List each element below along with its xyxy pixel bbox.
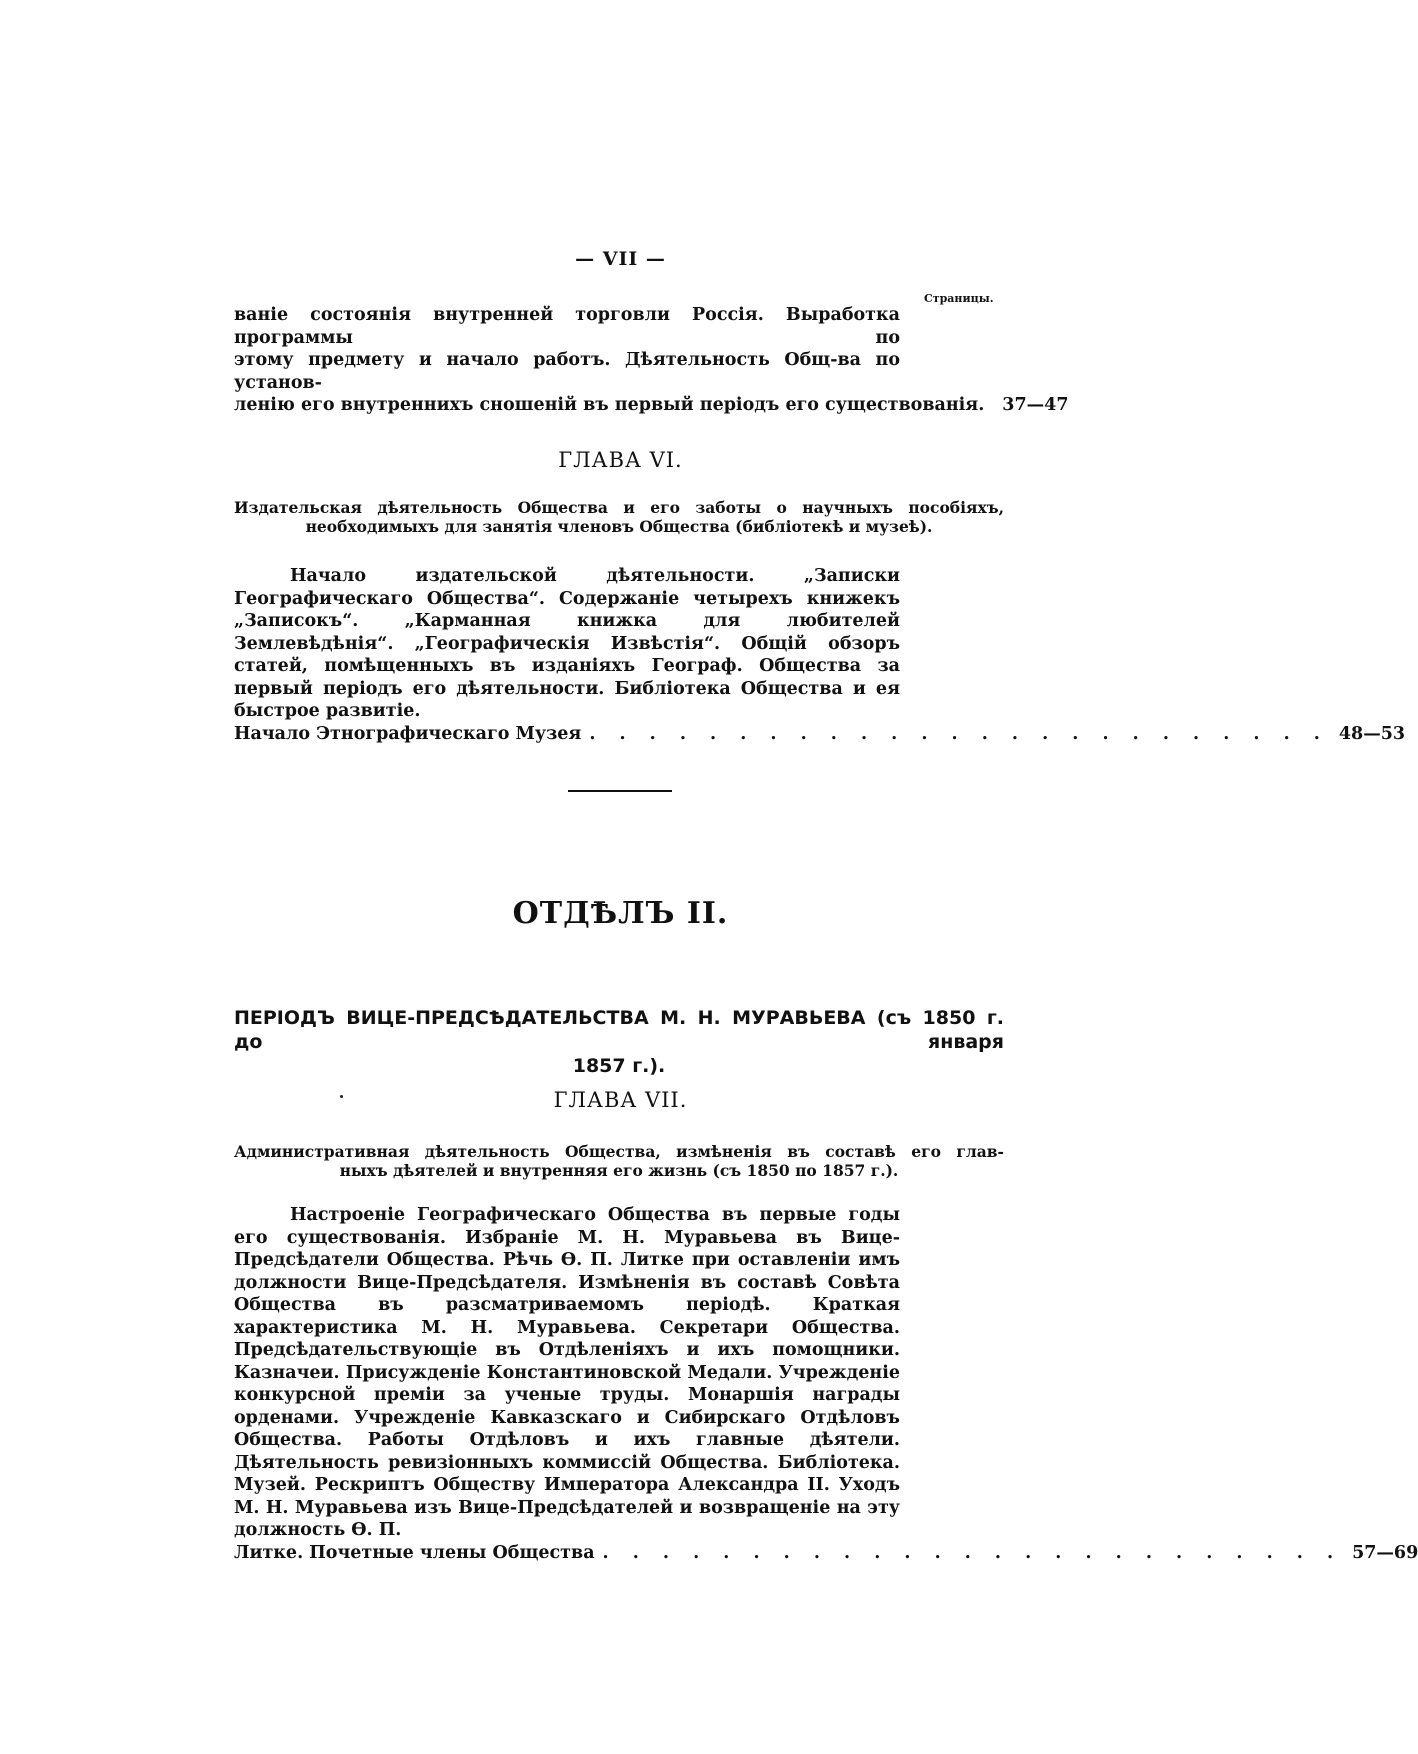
chapter-7-last-line: [234, 1542, 1418, 1565]
chapter-6-pages: 48—53: [1338, 723, 1406, 744]
continuation-pages: 37—47: [1002, 395, 1069, 415]
continuation-line-1: ваніе состоянія внутренней торговли Россія. Выработка программы по: [234, 305, 900, 348]
chapter-7-subtitle-line-1: Административная дѣятельность Общества, измѣненія въ составѣ его глав-: [234, 1142, 1004, 1161]
chapter-6-last-line: [234, 723, 1406, 746]
chapter-7-leader: . . . . . . . . . . . . . . . . . . . . . . . . .: [602, 1542, 1343, 1563]
chapter-6-subtitle-line-2: необходимыхъ для занятія членовъ Общества (библіотекѣ и музеѣ).: [305, 517, 933, 536]
continuation-entry: [234, 304, 1069, 417]
chapter-7-subtitle-line-2: ныхъ дѣятелей и внутренняя его жизнь (съ 1850 по 1857 г.).: [339, 1161, 899, 1180]
section-divider: [568, 790, 672, 792]
chapter-7-subtitle: [234, 1142, 1004, 1180]
period-title: [234, 1006, 1004, 1078]
chapter-6-heading: ГЛАВА VI.: [558, 448, 683, 472]
chapter-7-heading: ГЛАВА VII.: [553, 1088, 688, 1112]
section-title: ОТДѢЛЪ II.: [512, 896, 729, 931]
chapter-7-entry: [234, 1204, 1418, 1564]
chapter-7-body: Настроеніе Географическаго Общества въ первые годы его существованія. Избраніе М. Н. Муравьева въ Вице-Предсѣдатели Общества. Рѣчь Ѳ. П. Литке при оставленіи имъ должности Вице-Предсѣдателя. Измѣненія въ составѣ Совѣта Общества въ разсматриваемомъ періодѣ. Краткая характеристика М. Н. Муравьева. Секретари Общества. Предсѣдательствующіе въ Отдѣленіяхъ и ихъ помощники. Казначеи. Присужденіе Константиновской Медали. Учрежденіе конкурсной преміи за ученые труды. Монаршія награды орденами. Учрежденіе Кавказскаго и Сибирскаго Отдѣловъ Общества. Работы Отдѣловъ и ихъ главные дѣятели. Дѣятельность ревизіонныхъ коммиссій Общества. Библіотека. Музей. Рескриптъ Обществу Императора Александра II. Уходъ М. Н. Муравьева изъ Вице-Предсѣдателей и возвращеніе на эту должность Ѳ. П.: [234, 1205, 900, 1540]
chapter-6-entry: [234, 565, 1406, 745]
continuation-line-2: этому предмету и начало работъ. Дѣятельность Общ-ва по установ-: [234, 350, 900, 393]
continuation-last-text: ленію его внутреннихъ сношеній въ первый періодъ его существованія.: [234, 395, 985, 415]
period-title-line-1: ПЕРІОДЪ ВИЦЕ-ПРЕДСѢДАТЕЛЬСТВА М. Н. МУРАВЬЕВА (съ 1850 г. до января: [234, 1007, 1004, 1053]
chapter-6-subtitle: [234, 498, 1004, 536]
chapter-6-last-text: Начало Этнографическаго Музея: [234, 723, 582, 744]
continuation-last-line: [234, 394, 1069, 417]
pages-column-label: Страницы.: [924, 292, 994, 305]
chapter-6-leader: . . . . . . . . . . . . . . . . . . . . . . . . .: [589, 723, 1329, 744]
page-number: — VII —: [575, 248, 666, 270]
chapter-7-pages: 57—69: [1352, 1542, 1418, 1563]
period-title-line-2: 1857 г.).: [572, 1055, 666, 1077]
chapter-7-last-text: Литке. Почетные члены Общества: [234, 1542, 595, 1563]
chapter-6-subtitle-line-1: Издательская дѣятельность Общества и его заботы о научныхъ пособіяхъ,: [234, 498, 1004, 517]
chapter-6-body: Начало издательской дѣятельности. „Записки Географическаго Общества“. Содержаніе четырехъ книжекъ „Записокъ“. „Карманная книжка для любителей Землевѣдѣнія“. „Географическія Извѣстія“. Общій обзоръ статей, помѣщенныхъ въ изданіяхъ Географ. Общества за первый періодъ его дѣятельности. Библіотека Общества и ея быстрое развитіе.: [234, 566, 900, 721]
